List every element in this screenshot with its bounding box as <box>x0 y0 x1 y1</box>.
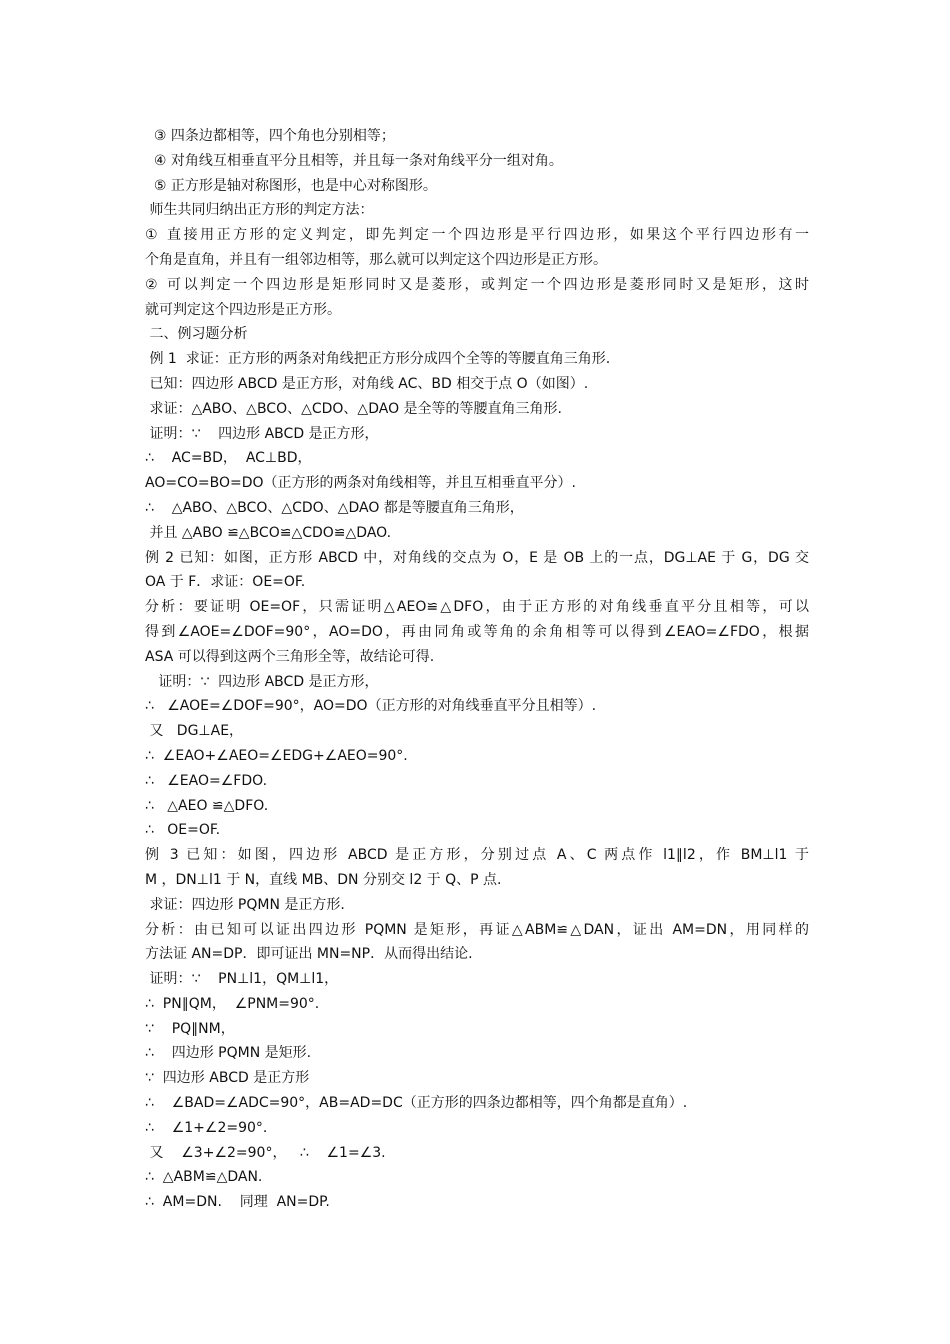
text-line: ∴ △AEO ≌△DFO. <box>145 797 269 814</box>
text-line: AO=CO=BO=DO（正方形的两条对角线相等，并且互相垂直平分）. <box>145 475 576 492</box>
text-line: 证明：∵ PN⊥l1，QM⊥l1， <box>145 971 339 988</box>
text-line: 就可判定这个四边形是正方形。 <box>145 301 341 318</box>
document-body <box>145 124 809 1215</box>
text-line: OA 于 F．求证：OE=OF. <box>145 574 306 591</box>
text-line: ③ 四条边都相等，四个角也分别相等； <box>145 128 395 144</box>
text-line: ∴ ∠EAO+∠AEO=∠EDG+∠AEO=90°. <box>145 747 408 764</box>
text-line: ∴ △ABM≌△DAN. <box>145 1169 263 1186</box>
text-line: 例 3 已知：如图，四边形 ABCD 是正方形，分别过点 A、C 两点作 l1∥l2，作 BM⊥l1 于 <box>145 847 809 864</box>
text-line: ∴ ∠EAO=∠FDO. <box>145 772 268 789</box>
text-line: ∴ PN∥QM， ∠PNM=90°. <box>145 995 320 1012</box>
text-line: 并且 △ABO ≌△BCO≌△CDO≌△DAO. <box>145 524 392 541</box>
text-line: 求证：△ABO、△BCO、△CDO、△DAO 是全等的等腰直角三角形. <box>145 400 562 417</box>
text-line: 证明：∵ 四边形 ABCD 是正方形， <box>145 425 379 442</box>
text-line: ∵ PQ∥NM， <box>145 1020 235 1037</box>
text-line: M ，DN⊥l1 于 N，直线 MB、DN 分别交 l2 于 Q、P 点. <box>145 871 502 888</box>
text-line: ② 可以判定一个四边形是矩形同时又是菱形，或判定一个四边形是菱形同时又是矩形，这时 <box>145 276 809 293</box>
text-line: 个角是直角，并且有一组邻边相等，那么就可以判定这个四边形是正方形。 <box>145 251 607 268</box>
text-line: ⑤ 正方形是轴对称图形，也是中心对称图形。 <box>145 177 437 194</box>
text-line: 分析：由已知可以证出四边形 PQMN 是矩形，再证△ABM≌△DAN，证出 AM=DN，用同样的 <box>145 921 809 938</box>
text-line: 例 1 求证：正方形的两条对角线把正方形分成四个全等的等腰直角三角形. <box>145 351 611 368</box>
text-line: ASA 可以得到这两个三角形全等，故结论可得. <box>145 648 435 665</box>
text-line: ∵ 四边形 ABCD 是正方形 <box>145 1070 310 1087</box>
text-line: 二、例习题分析 <box>145 326 248 343</box>
text-line: ∴ △ABO、△BCO、△CDO、△DAO 都是等腰直角三角形， <box>145 499 524 516</box>
text-line: ∴ 四边形 PQMN 是矩形. <box>145 1045 312 1062</box>
text-line: 又 DG⊥AE， <box>145 723 244 740</box>
text-line: ∴ ∠BAD=∠ADC=90°，AB=AD=DC（正方形的四条边都相等，四个角都是直角）. <box>145 1095 688 1112</box>
text-line: 又 ∠3+∠2=90°， ∴ ∠1=∠3. <box>145 1144 386 1161</box>
text-line: ∴ ∠AOE=∠DOF=90°，AO=DO（正方形的对角线垂直平分且相等）. <box>145 698 597 715</box>
text-line: 例 2 已知：如图，正方形 ABCD 中，对角线的交点为 O，E 是 OB 上的一点，DG⊥AE 于 G，DG 交 <box>145 549 809 566</box>
text-line: 方法证 AN=DP．即可证出 MN=NP．从而得出结论. <box>145 946 473 963</box>
text-line: ∴ ∠1+∠2=90°. <box>145 1119 268 1136</box>
text-line: ∴ AM=DN. 同理 AN=DP. <box>145 1194 330 1211</box>
text-line: 证明：∵ 四边形 ABCD 是正方形， <box>145 673 379 690</box>
text-line: ① 直接用正方形的定义判定，即先判定一个四边形是平行四边形，如果这个平行四边形有一 <box>145 227 809 244</box>
text-line: 得到∠AOE=∠DOF=90°，AO=DO，再由同角或等角的余角相等可以得到∠EAO=∠FDO，根据 <box>145 623 809 640</box>
text-line: ∴ OE=OF. <box>145 822 221 839</box>
text-line: 求证：四边形 PQMN 是正方形. <box>145 896 345 913</box>
text-line: 分析：要证明 OE=OF，只需证明△AEO≌△DFO，由于正方形的对角线垂直平分且相等，可以 <box>145 599 809 616</box>
text-line: ∴ AC=BD， AC⊥BD， <box>145 450 312 467</box>
text-line: 已知：四边形 ABCD 是正方形，对角线 AC、BD 相交于点 O（如图）. <box>145 375 589 392</box>
text-line: ④ 对角线互相垂直平分且相等，并且每一条对角线平分一组对角。 <box>145 152 563 169</box>
text-line: 师生共同归纳出正方形的判定方法： <box>145 202 374 219</box>
